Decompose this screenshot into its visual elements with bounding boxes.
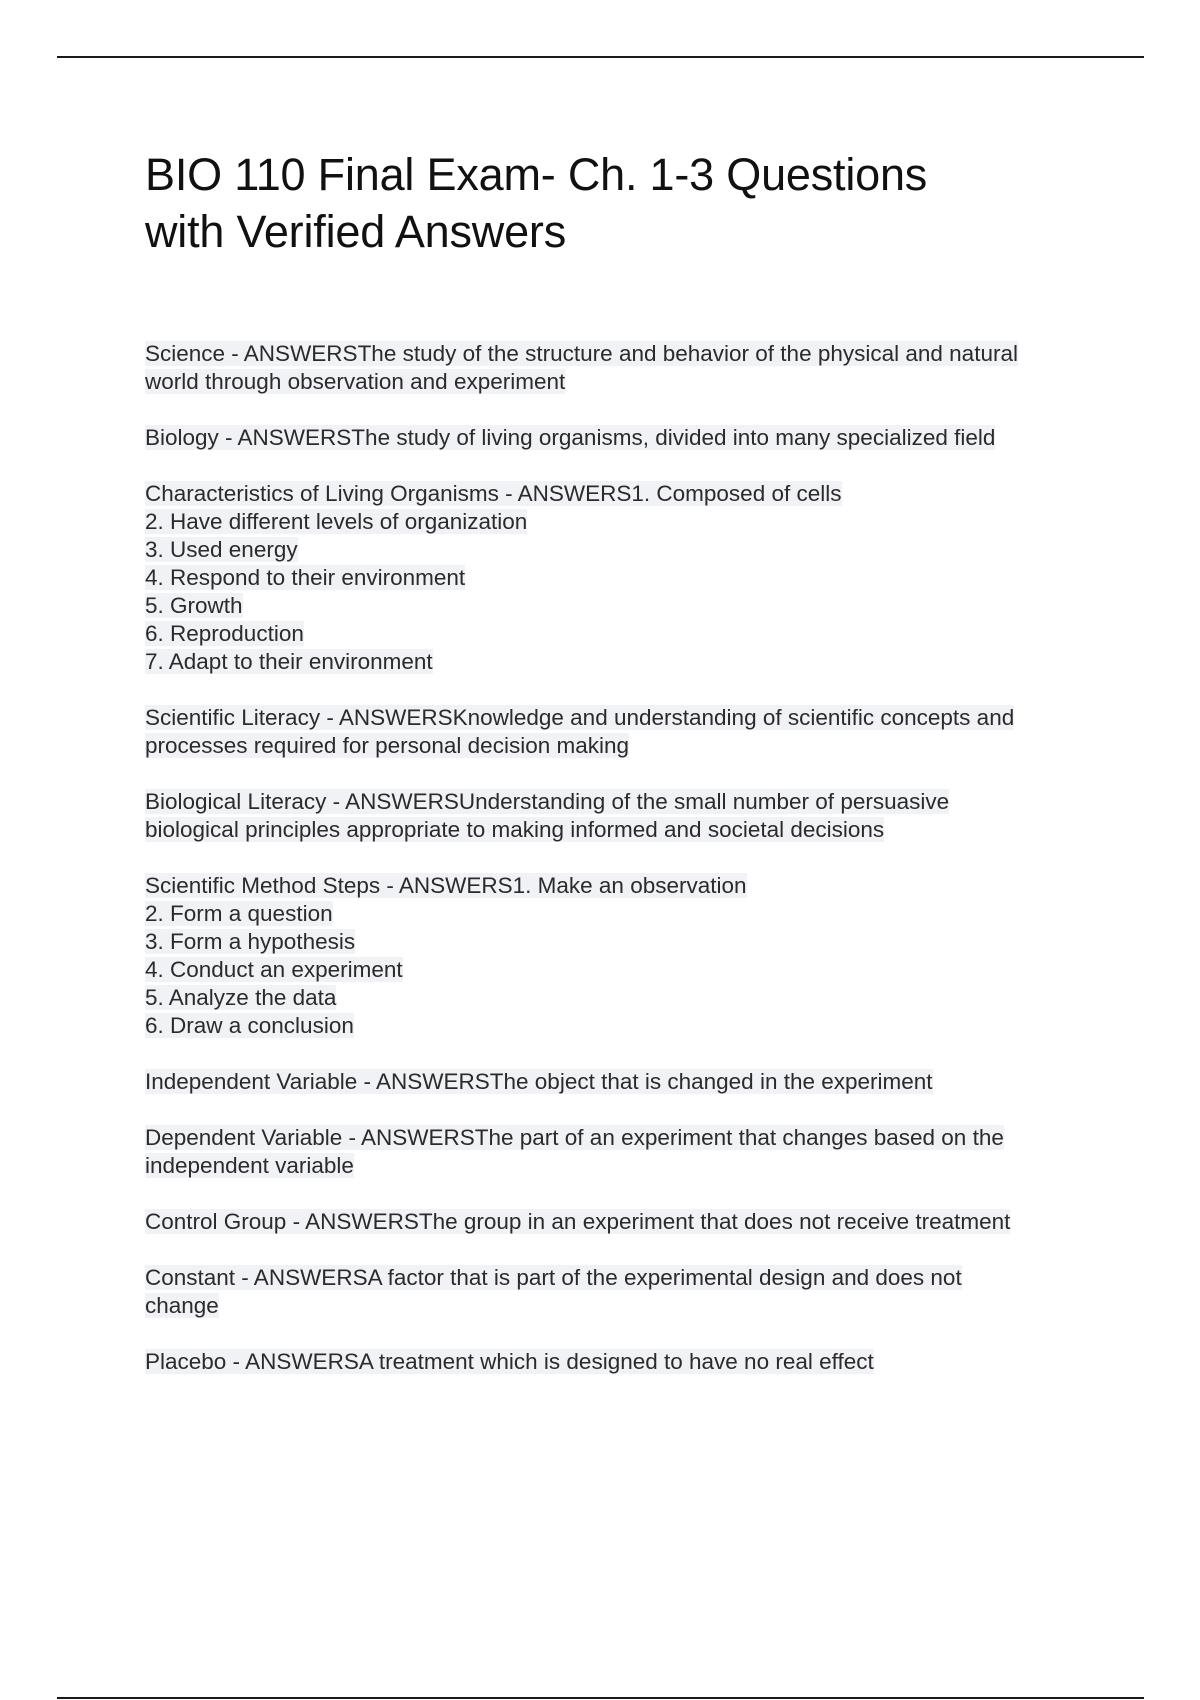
qa-entry-line — [145, 340, 1095, 368]
qa-entry-text: Scientific Literacy - ANSWERSKnowledge and understanding of scientific concepts and — [145, 705, 1015, 730]
qa-entry-text: Constant - ANSWERSA factor that is part of the experimental design and does not — [145, 1265, 962, 1290]
qa-entry-text: Scientific Method Steps - ANSWERS1. Make an observation — [145, 873, 747, 898]
qa-entry-line — [145, 816, 1095, 844]
qa-entry-text: 2. Have different levels of organization — [145, 509, 528, 534]
qa-entry — [145, 1068, 1095, 1096]
qa-entry-text: Dependent Variable - ANSWERSThe part of an experiment that changes based on the — [145, 1125, 1004, 1150]
document-title — [145, 146, 1085, 260]
qa-entry-text: 6. Draw a conclusion — [145, 1013, 354, 1038]
qa-entry-text: world through observation and experiment — [145, 369, 566, 394]
qa-entry-line — [145, 564, 1095, 592]
qa-entry-text: Placebo - ANSWERSA treatment which is designed to have no real effect — [145, 1349, 874, 1374]
qa-entry-text: 3. Used energy — [145, 537, 298, 562]
qa-entry — [145, 872, 1095, 1040]
qa-entry-line — [145, 1348, 1095, 1376]
qa-list — [145, 340, 1095, 1404]
qa-entry-line — [145, 984, 1095, 1012]
qa-entry — [145, 340, 1095, 396]
qa-entry-line — [145, 732, 1095, 760]
qa-entry-line — [145, 368, 1095, 396]
qa-entry — [145, 480, 1095, 676]
qa-entry-line — [145, 900, 1095, 928]
qa-entry-text: Biological Literacy - ANSWERSUnderstanding of the small number of persuasive — [145, 789, 950, 814]
qa-entry-line — [145, 480, 1095, 508]
qa-entry-text: 6. Reproduction — [145, 621, 304, 646]
qa-entry-text: independent variable — [145, 1153, 354, 1178]
qa-entry-text: 5. Growth — [145, 593, 243, 618]
qa-entry-text: Control Group - ANSWERSThe group in an experiment that does not receive treatment — [145, 1209, 1011, 1234]
qa-entry-line — [145, 1208, 1095, 1236]
qa-entry-line — [145, 592, 1095, 620]
qa-entry-text: Science - ANSWERSThe study of the structure and behavior of the physical and natural — [145, 341, 1018, 366]
qa-entry-line — [145, 788, 1095, 816]
qa-entry-text: 2. Form a question — [145, 901, 333, 926]
qa-entry — [145, 1348, 1095, 1376]
qa-entry-text: 5. Analyze the data — [145, 985, 337, 1010]
qa-entry-text: biological principles appropriate to making informed and societal decisions — [145, 817, 885, 842]
qa-entry-line — [145, 1012, 1095, 1040]
qa-entry-line — [145, 704, 1095, 732]
qa-entry — [145, 788, 1095, 844]
qa-entry-line — [145, 956, 1095, 984]
qa-entry-line — [145, 1152, 1095, 1180]
qa-entry-text: processes required for personal decision making — [145, 733, 630, 758]
header-rule — [57, 56, 1144, 58]
qa-entry-line — [145, 1292, 1095, 1320]
document-title-line: with Verified Answers — [145, 206, 566, 257]
qa-entry-text: change — [145, 1293, 219, 1318]
qa-entry — [145, 1264, 1095, 1320]
qa-entry-text: 4. Respond to their environment — [145, 565, 466, 590]
qa-entry — [145, 704, 1095, 760]
document-title-line: BIO 110 Final Exam- Ch. 1-3 Questions — [145, 149, 928, 200]
qa-entry-line — [145, 536, 1095, 564]
qa-entry-text: Characteristics of Living Organisms - ANSWERS1. Composed of cells — [145, 481, 842, 506]
qa-entry-line — [145, 424, 1095, 452]
qa-entry-text: 4. Conduct an experiment — [145, 957, 403, 982]
qa-entry-text: 7. Adapt to their environment — [145, 649, 433, 674]
qa-entry — [145, 1208, 1095, 1236]
qa-entry — [145, 424, 1095, 452]
qa-entry-line — [145, 1264, 1095, 1292]
qa-entry-line — [145, 620, 1095, 648]
qa-entry-line — [145, 648, 1095, 676]
qa-entry-text: 3. Form a hypothesis — [145, 929, 356, 954]
qa-entry-text: Independent Variable - ANSWERSThe object that is changed in the experiment — [145, 1069, 933, 1094]
qa-entry-line — [145, 872, 1095, 900]
qa-entry-text: Biology - ANSWERSThe study of living organisms, divided into many specialized field — [145, 425, 996, 450]
footer-rule — [57, 1697, 1144, 1699]
qa-entry-line — [145, 1124, 1095, 1152]
qa-entry — [145, 1124, 1095, 1180]
qa-entry-line — [145, 508, 1095, 536]
qa-entry-line — [145, 928, 1095, 956]
qa-entry-line — [145, 1068, 1095, 1096]
